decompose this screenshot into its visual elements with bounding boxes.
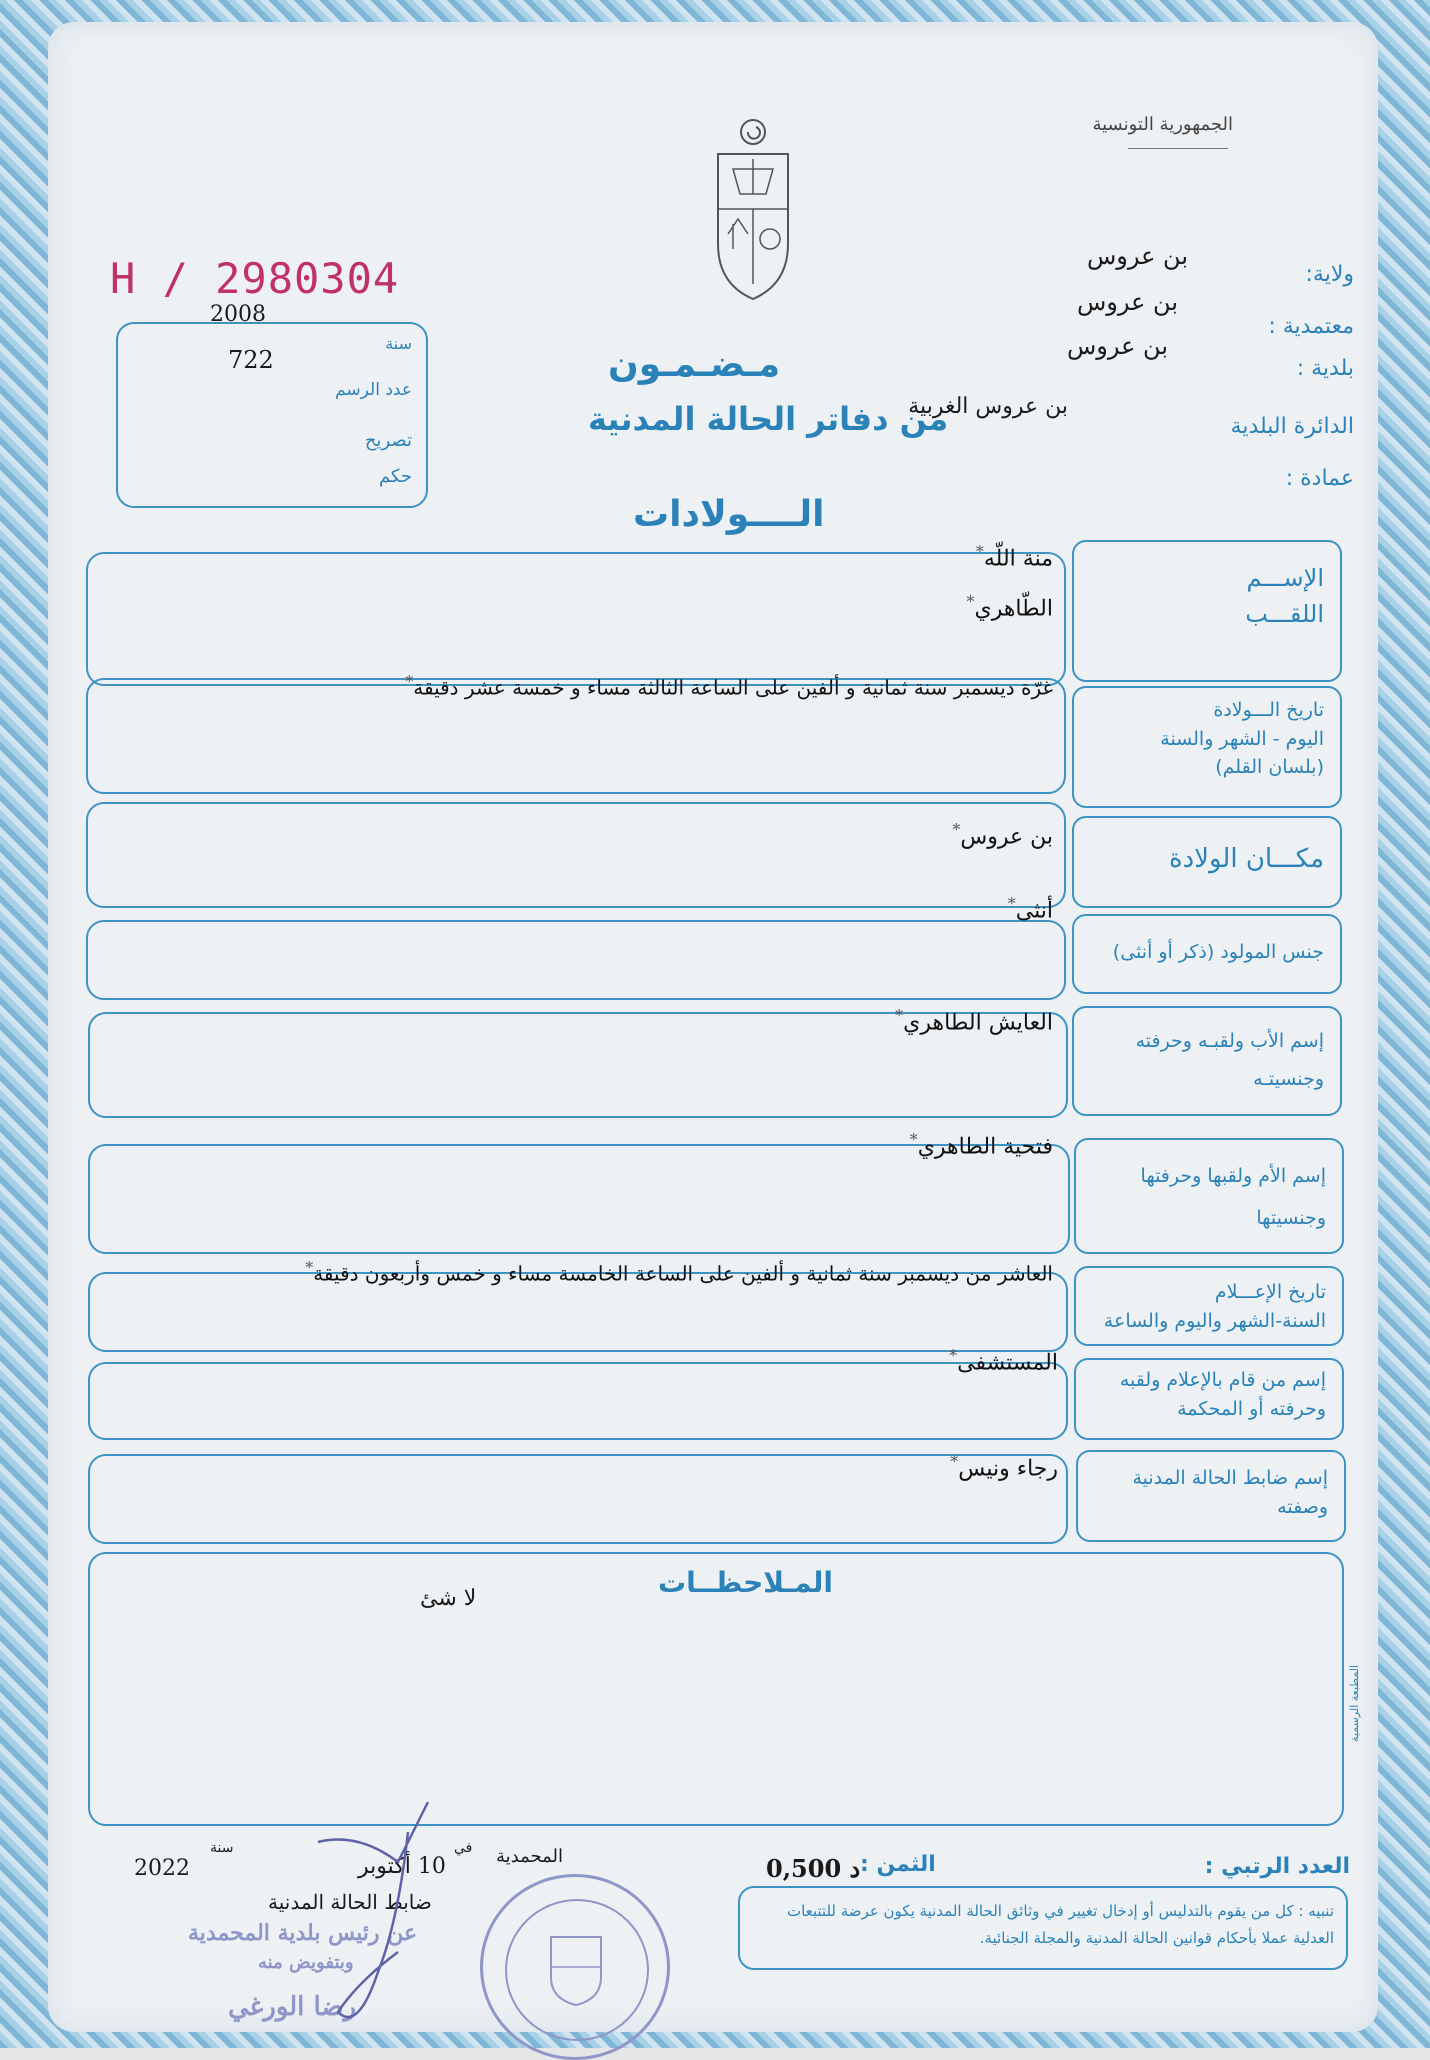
motamadia-label: معتمدية : [1268, 314, 1354, 339]
register-year-value: 2008 [210, 302, 266, 327]
republic-name: الجمهورية التونسية [1092, 114, 1233, 135]
value-sex: أنثى* [1007, 894, 1053, 924]
notes-title: المـلاحظــات [658, 1566, 833, 1599]
label-father: إسم الأب ولقبـه وحرفته وجنسيتـه [1072, 1006, 1342, 1116]
value-officer: رجاء ونيس* [950, 1452, 1058, 1482]
footer-date: 10 أكتوبر [358, 1854, 446, 1879]
footer-place: المحمدية [496, 1846, 564, 1867]
label-sex: جنس المولود (ذكر أو أنثى) [1072, 914, 1342, 994]
value-box-declarant [88, 1362, 1068, 1440]
certificate-page [48, 22, 1378, 2032]
value-surname: الطّاهري* [966, 592, 1053, 622]
official-stamp [480, 1874, 670, 2060]
wilaya-label: ولاية: [1305, 262, 1354, 287]
label-birth-date: تاريخ الـــولادة اليوم - الشهر والسنة (بلسان القلم) [1072, 686, 1342, 808]
warning-text: تنبيه : كل من يقوم بالتدليس أو إدخال تغيير في وثائق الحالة المدنية يكون عرضة للتتبعات العدلية عملا بأحكام قوانين الحالة المدنية والمجلة الجنائية. [786, 1902, 1334, 1947]
register-year-label: سنة [385, 334, 412, 353]
register-number-label: عدد الرسم [335, 380, 412, 400]
declaration-label: تصريح [364, 430, 412, 451]
officer-by: عن رئيس بلدية المحمدية [188, 1920, 418, 1946]
notes-value: لا شئ [420, 1586, 477, 1611]
stamp-emblem-icon [543, 1927, 609, 2007]
daira-value: بن عروس الغربية [908, 394, 1068, 419]
officer-delegation: وبتفويض منه [258, 1952, 354, 1973]
footer-year-label: سنة [210, 1840, 234, 1856]
register-number-value: 722 [228, 346, 274, 374]
value-declaration-date: العاشر من ديسمبر سنة ثمانية و ألفين على الساعة الخامسة مساء و خمس وأربعون دقيقة* [305, 1258, 1053, 1286]
register-box [116, 302, 428, 508]
title-line1: مـضـمـون [608, 344, 781, 385]
notes-box [88, 1552, 1344, 1826]
label-mother: إسم الأم ولقبها وحرفتها وجنسيتها [1074, 1138, 1344, 1254]
value-box-mother [88, 1144, 1070, 1254]
wilaya-value: بن عروس [1086, 242, 1188, 270]
value-box-sex [86, 920, 1066, 1000]
serial-label: العدد الرتبي : [1204, 1854, 1350, 1879]
omada-label: عمادة : [1285, 466, 1354, 491]
label-declarant: إسم من قام بالإعلام ولقبه وحرفته أو المحكمة [1074, 1358, 1344, 1440]
signature [298, 1802, 478, 2042]
baladia-value: بن عروس [1066, 332, 1168, 360]
value-father: العايش الطاهري* [895, 1006, 1053, 1036]
section-title: الــــولادات [633, 494, 825, 535]
value-birth-place: بن عروس* [952, 820, 1053, 850]
footer-date-prefix: في [454, 1840, 473, 1856]
printer-note: المطبعة الرسمية [1348, 1664, 1361, 1742]
warning-box [738, 1886, 1348, 1970]
daira-label: الدائرة البلدية [1230, 414, 1354, 439]
value-box-birth-place [86, 802, 1066, 908]
price-label: الثمن : [860, 1852, 936, 1877]
motamadia-value: بن عروس [1076, 288, 1178, 316]
label-birth-place: مكـــان الولادة [1072, 816, 1342, 908]
value-given-name: منة اللّه* [975, 542, 1053, 572]
value-box-officer [88, 1454, 1068, 1544]
tunisia-emblem-icon [708, 114, 798, 304]
value-box-name [86, 552, 1066, 686]
price-value: 0,500 د [766, 1854, 861, 1883]
label-declaration-date: تاريخ الإعـــلام السنة-الشهر واليوم والساعة [1074, 1266, 1344, 1346]
divider [1128, 148, 1228, 149]
officer-title: ضابط الحالة المدنية [268, 1890, 432, 1914]
serial-number: H / 2980304 [110, 254, 400, 303]
label-name: الإســـم اللقـــب [1072, 540, 1342, 682]
value-declarant: المستشفى* [949, 1346, 1058, 1376]
value-mother: فتحية الطاهري* [909, 1130, 1053, 1160]
baladia-label: بلدية : [1296, 356, 1354, 381]
value-birth-date: غرّة ديسمبر سنة ثمانية و ألفين على الساعة الثالثة مساء و خمسة عشر دقيقة* [405, 672, 1053, 700]
label-officer: إسم ضابط الحالة المدنية وصفته [1076, 1450, 1346, 1542]
title-line2: من دفاتر الحالة المدنية [588, 400, 949, 438]
officer-name: رضا الورغي [228, 1992, 357, 2022]
footer-year-value: 2022 [134, 1856, 190, 1881]
judgment-label: حكم [378, 466, 412, 487]
